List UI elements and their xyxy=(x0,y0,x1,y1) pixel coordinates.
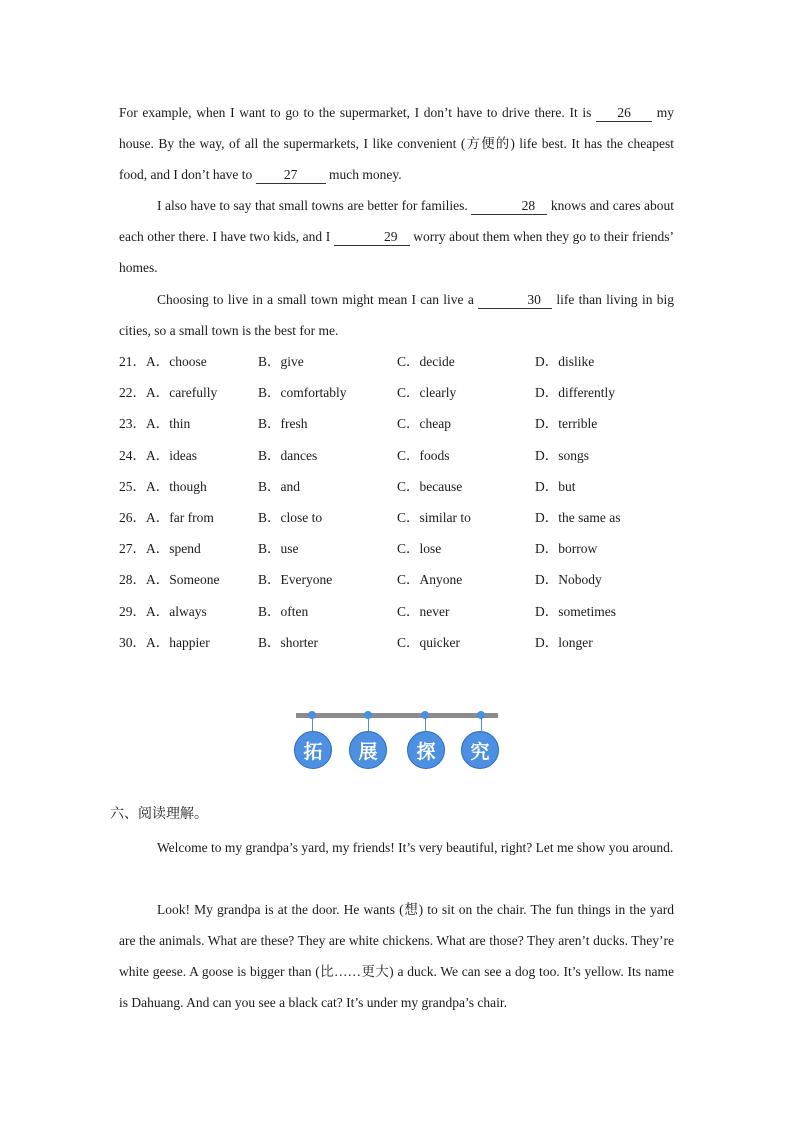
option-c[interactable]: C．lose xyxy=(397,541,442,557)
option-c[interactable]: C．Anyone xyxy=(397,572,463,588)
option-b[interactable]: B．comfortably xyxy=(258,385,347,401)
section-title: 六、阅读理解。 xyxy=(110,806,208,822)
option-c[interactable]: C．foods xyxy=(397,447,450,463)
blank-27: 27 xyxy=(256,167,326,184)
option-b[interactable]: B．close to xyxy=(258,509,323,525)
passage-paragraph-2 xyxy=(119,190,674,283)
option-a[interactable]: 30．A．happier xyxy=(119,634,210,650)
option-a[interactable]: 26．A．far from xyxy=(119,509,214,525)
banner-char-1: 拓 xyxy=(294,731,332,769)
option-b[interactable]: B．give xyxy=(258,354,304,369)
question-row-28 xyxy=(119,564,679,595)
option-a[interactable]: 27．A．spend xyxy=(119,541,201,557)
banner-char-3: 探 xyxy=(407,731,445,769)
blank-30: 30 xyxy=(478,292,552,309)
passage-text: Choosing to live in a small town might mean I can live a xyxy=(157,292,474,307)
blank-28: 28 xyxy=(471,198,547,215)
question-row-26 xyxy=(119,502,679,533)
question-row-30 xyxy=(119,627,679,658)
option-b[interactable]: B．dances xyxy=(258,447,318,463)
blank-26: 26 xyxy=(596,105,652,122)
option-b[interactable]: B．fresh xyxy=(258,416,308,432)
option-d[interactable]: D．terrible xyxy=(535,416,598,432)
passage-text: knows and cares about each other there. I have two kids, and I xyxy=(119,198,674,244)
option-d[interactable]: D．but xyxy=(535,478,576,494)
option-d[interactable]: D．the same as xyxy=(535,509,621,525)
option-a[interactable]: 24．A．ideas xyxy=(119,447,197,463)
option-c[interactable]: C．cheap xyxy=(397,416,451,432)
option-c[interactable]: C．quicker xyxy=(397,634,460,650)
question-row-22 xyxy=(119,377,679,408)
answer-options xyxy=(119,346,679,658)
option-d[interactable]: D．differently xyxy=(535,385,615,401)
option-c[interactable]: C．clearly xyxy=(397,385,457,401)
option-a[interactable]: 22．A．carefully xyxy=(119,385,218,401)
blank-29: 29 xyxy=(334,229,410,246)
question-row-23 xyxy=(119,408,679,439)
option-d[interactable]: D．Nobody xyxy=(535,572,602,588)
banner-char-4: 究 xyxy=(461,731,499,769)
question-row-29 xyxy=(119,596,679,627)
option-a[interactable]: 28．A．Someone xyxy=(119,572,220,588)
banner-stem xyxy=(425,718,427,731)
question-row-27 xyxy=(119,533,679,564)
option-a[interactable]: 29．A．always xyxy=(119,603,207,619)
option-b[interactable]: B．Everyone xyxy=(258,572,333,588)
banner-bar xyxy=(296,713,498,718)
question-row-25 xyxy=(119,471,679,502)
passage-text: life than living in big cities, so a small town is the best for me. xyxy=(119,292,674,338)
option-c[interactable]: C．decide xyxy=(397,354,455,369)
option-d[interactable]: D．sometimes xyxy=(535,603,616,619)
banner-stem xyxy=(312,718,314,731)
option-d[interactable]: D．borrow xyxy=(535,541,598,557)
option-b[interactable]: B．often xyxy=(258,603,309,619)
passage-text: worry about them when they go to their friends’ homes. xyxy=(119,229,675,275)
option-a[interactable]: 21．A．choose xyxy=(119,354,207,369)
reading-paragraph-2: Look! My grandpa is at the door. He wants (想) to sit on the chair. The fun things in the yard are the animals. What are these? They are white chickens. What are those? They aren’t ducks. They’re white geese. A goose is bigger than (比……更大) a duck. We can see a dog too. It’s yellow. Its name is Dahuang. And can you see a black cat? It’s under my grandpa’s chair. xyxy=(119,902,674,1010)
passage-text: much money. xyxy=(328,167,402,182)
question-row-24 xyxy=(119,440,679,471)
option-d[interactable]: D．longer xyxy=(535,634,593,650)
option-d[interactable]: D．dislike xyxy=(535,354,595,369)
banner-stem xyxy=(481,718,483,731)
passage-paragraph-1 xyxy=(119,97,674,190)
option-b[interactable]: B．shorter xyxy=(258,634,318,650)
passage-text: I also have to say that small towns are better for families. xyxy=(157,198,468,213)
option-b[interactable]: B．use xyxy=(258,541,299,557)
banner-char-2: 展 xyxy=(349,731,387,769)
option-b[interactable]: B．and xyxy=(258,478,300,494)
question-row-21 xyxy=(119,346,679,377)
option-a[interactable]: 25．A．though xyxy=(119,478,207,494)
option-d[interactable]: D．songs xyxy=(535,447,590,463)
option-a[interactable]: 23．A．thin xyxy=(119,416,191,432)
option-c[interactable]: C．because xyxy=(397,478,463,494)
extension-banner xyxy=(296,711,498,771)
reading-paragraph-1: Welcome to my grandpa’s yard, my friends! It’s very beautiful, right? Let me show you around. xyxy=(157,840,674,855)
option-c[interactable]: C．never xyxy=(397,603,450,619)
passage-paragraph-3 xyxy=(119,284,674,346)
banner-stem xyxy=(368,718,370,731)
option-c[interactable]: C．similar to xyxy=(397,509,471,525)
passage-text: For example, when I want to go to the supermarket, I don’t have to drive there. It is xyxy=(119,105,592,120)
passage-text: my house. By the way, of all the supermarkets, I like convenient (方便的) life best. It has the cheapest food, and I don’t have to xyxy=(119,105,674,182)
